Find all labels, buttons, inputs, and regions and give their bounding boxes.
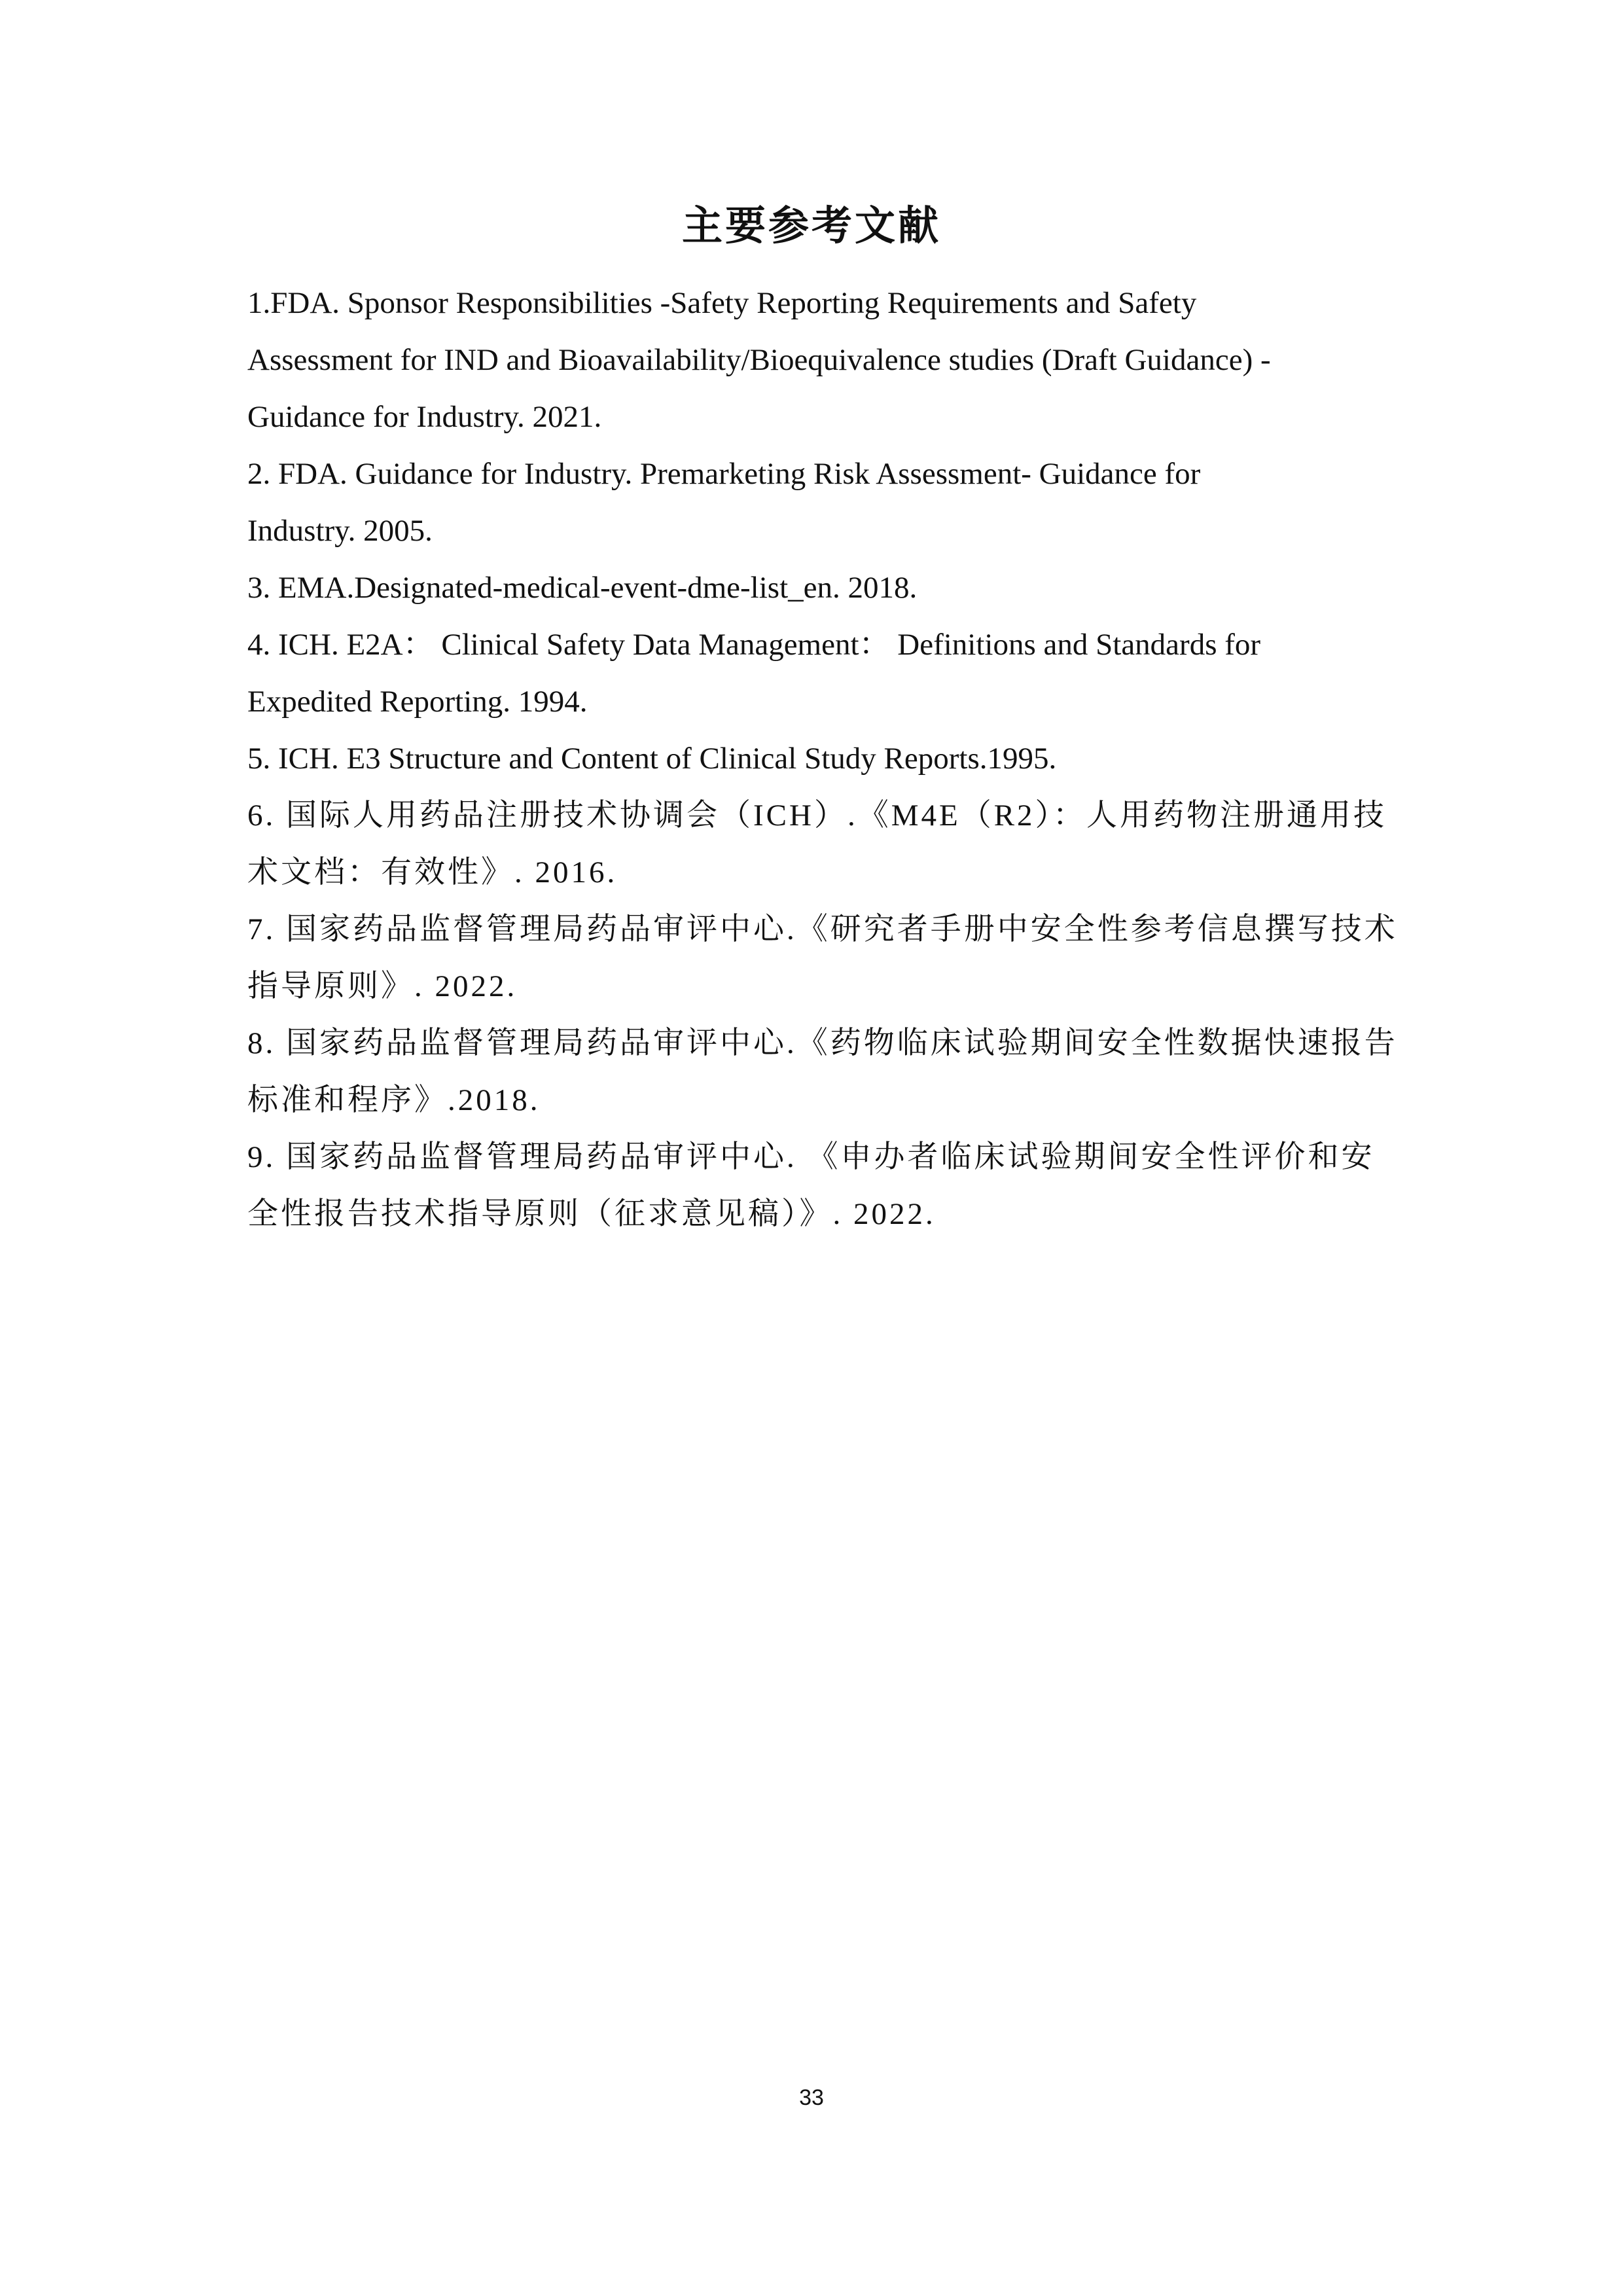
reference-item-7 bbox=[247, 901, 1399, 1015]
reference-list bbox=[247, 275, 1399, 1243]
reference-item-8 bbox=[247, 1015, 1399, 1129]
reference-line: 全性报告技术指导原则（征求意见稿）》. 2022. bbox=[247, 1197, 936, 1231]
reference-line: 标准和程序》.2018. bbox=[247, 1083, 541, 1117]
reference-item-1 bbox=[247, 275, 1399, 446]
reference-line: 8. 国家药品监督管理局药品审评中心.《药物临床试验期间安全性数据快速报告 bbox=[247, 1026, 1398, 1060]
reference-line: 9. 国家药品监督管理局药品审评中心. 《申办者临床试验期间安全性评价和安 bbox=[247, 1140, 1375, 1174]
reference-line: 5. ICH. E3 Structure and Content of Clinical Study Reports.1995. bbox=[247, 742, 1057, 776]
reference-line: Guidance for Industry. 2021. bbox=[247, 400, 602, 434]
reference-item-9 bbox=[247, 1129, 1399, 1243]
reference-item-5 bbox=[247, 730, 1399, 787]
reference-line: 术文档：有效性》. 2016. bbox=[247, 855, 618, 889]
reference-line: 6. 国际人用药品注册技术协调会（ICH）.《M4E（R2）：人用药物注册通用技 bbox=[247, 798, 1387, 833]
reference-line: 3. EMA.Designated-medical-event-dme-list_en. 2018. bbox=[247, 571, 918, 605]
reference-line: Assessment for IND and Bioavailability/Bioequivalence studies (Draft Guidance) - bbox=[247, 343, 1271, 377]
reference-line: 1.FDA. Sponsor Responsibilities -Safety Reporting Requirements and Safety bbox=[247, 286, 1197, 320]
reference-item-3 bbox=[247, 560, 1399, 617]
page-number: 33 bbox=[799, 2085, 824, 2110]
reference-line: Industry. 2005. bbox=[247, 514, 433, 548]
page-title: 主要参考文献 bbox=[681, 202, 941, 249]
reference-line: 2. FDA. Guidance for Industry. Premarketing Risk Assessment- Guidance for bbox=[247, 457, 1201, 491]
reference-line: 指导原则》. 2022. bbox=[247, 969, 518, 1003]
reference-item-2 bbox=[247, 446, 1399, 560]
reference-item-4 bbox=[247, 617, 1399, 730]
reference-line: 7. 国家药品监督管理局药品审评中心.《研究者手册中安全性参考信息撰写技术 bbox=[247, 912, 1398, 946]
reference-line: 4. ICH. E2A： Clinical Safety Data Management： Definitions and Standards for bbox=[247, 628, 1261, 662]
reference-line: Expedited Reporting. 1994. bbox=[247, 685, 588, 719]
reference-item-6 bbox=[247, 787, 1399, 901]
